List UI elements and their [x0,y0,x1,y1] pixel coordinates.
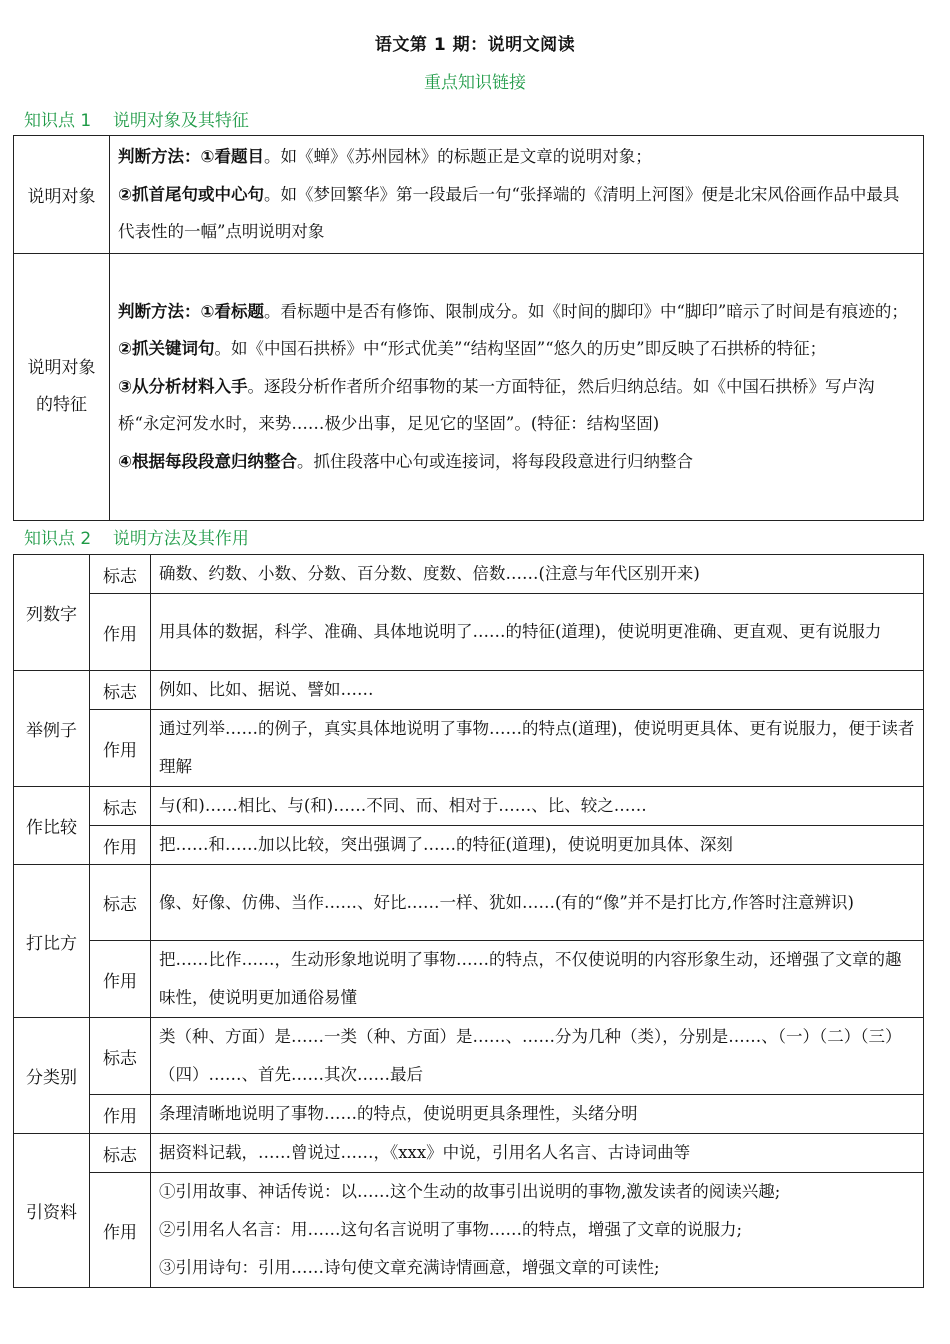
table-row [14,671,924,710]
sign-text: 与(和)……相比、与(和)……不同、而、相对于……、比、较之…… [151,787,924,826]
methods-table [13,554,924,1288]
effect-line: ③引用诗句：引用……诗句使文章充满诗情画意，增强文章的可读性; [159,1258,660,1277]
effect-text: 条理清晰地说明了事物……的特点，使说明更具条理性，头绪分明 [151,1095,924,1134]
sign-text: 确数、约数、小数、分数、百分数、度数、倍数……(注意与年代区别开来) [151,555,924,594]
effect-text: 把……比作……，生动形象地说明了事物……的特点，不仅使说明的内容形象生动，还增强了文章的趣味性，使说明更加通俗易懂 [151,941,924,1018]
effect-text: 通过列举……的例子，真实具体地说明了事物……的特点(道理)，使说明更具体、更有说服力，便于读者理解 [151,710,924,787]
table-row [14,941,924,1018]
effect-label: 作用 [90,941,151,1018]
sign-label: 标志 [90,865,151,941]
section1-heading: 知识点 1 说明对象及其特征 [24,111,249,131]
table-row [14,826,924,865]
method-name: 打比方 [14,865,90,1018]
row-label: 说明对象的特征 [14,253,110,520]
effect-label: 作用 [90,826,151,865]
sign-text: 例如、比如、据说、譬如…… [151,671,924,710]
method-name: 引资料 [14,1134,90,1288]
object-feature-table [13,135,924,521]
effect-text: 用具体的数据，科学、准确、具体地说明了……的特征(道理)，使说明更准确、更直观、更有说服力 [151,594,924,671]
table-row [14,710,924,787]
effect-label: 作用 [90,710,151,787]
method-name: 举例子 [14,671,90,787]
method-name: 列数字 [14,555,90,671]
table-row [14,555,924,594]
effect-line: ①引用故事、神话传说：以……这个生动的故事引出说明的事物,激发读者的阅读兴趣; [159,1182,781,1201]
row-content: 判断方法：①看题目。如《蝉》《苏州园林》的标题正是文章的说明对象； ②抓首尾句或中心句。如《梦回繁华》第一段最后一句“张择端的《清明上河图》便是北宋风俗画作品中最具代表性的一幅”点明说明对象 [110,136,924,254]
sign-label: 标志 [90,1018,151,1095]
table-row [14,865,924,941]
sign-label: 标志 [90,671,151,710]
sign-text: 据资料记载，……曾说过……，《xxx》中说，引用名人名言、古诗词曲等 [151,1134,924,1173]
sign-label: 标志 [90,787,151,826]
row-content: 判断方法：①看标题。看标题中是否有修饰、限制成分。如《时间的脚印》中“脚印”暗示了时间是有痕迹的； ②抓关键词句。如《中国石拱桥》中“形式优美”“结构坚固”“悠久的历史”即反映了石拱桥的特征； ③从分析材料入手。逐段分析作者所介绍事物的某一方面特征，然后归纳总结。如《中国石拱桥》写卢沟桥“永定河发水时，来势……极少出事，足见它的坚固”。(特征：结构坚固) ④根据每段段意归纳整合。抓住段落中心句或连接词，将每段段意进行归纳整合 [110,253,924,520]
effect-label: 作用 [90,594,151,671]
effect-line: ②引用名人名言：用……这句名言说明了事物……的特点，增强了文章的说服力; [159,1220,743,1239]
table-row [14,1173,924,1288]
table-row [14,1095,924,1134]
table-row [14,136,924,254]
sign-text: 像、好像、仿佛、当作……、好比……一样、犹如……(有的“像”并不是打比方,作答时注意辨识) [151,865,924,941]
section2-heading: 知识点 2 说明方法及其作用 [24,529,249,549]
table-row [14,787,924,826]
effect-text: 把……和……加以比较，突出强调了……的特征(道理)，使说明更加具体、深刻 [151,826,924,865]
table-row [14,1134,924,1173]
sign-label: 标志 [90,1134,151,1173]
method-name: 分类别 [14,1018,90,1134]
sign-label: 标志 [90,555,151,594]
row-label: 说明对象 [14,136,110,254]
table-row [14,1018,924,1095]
table-row [14,594,924,671]
method-name: 作比较 [14,787,90,865]
page-title: 语文第 1 期：说明文阅读 [374,35,576,55]
effect-label: 作用 [90,1173,151,1288]
effect-label: 作用 [90,1095,151,1134]
table-row [14,253,924,520]
effect-text [151,1173,924,1288]
sign-text: 类（种、方面）是……一类（种、方面）是……、……分为几种（类），分别是……、（一）（二）（三）（四）……、首先……其次……最后 [151,1018,924,1095]
page-subtitle: 重点知识链接 [424,73,526,93]
